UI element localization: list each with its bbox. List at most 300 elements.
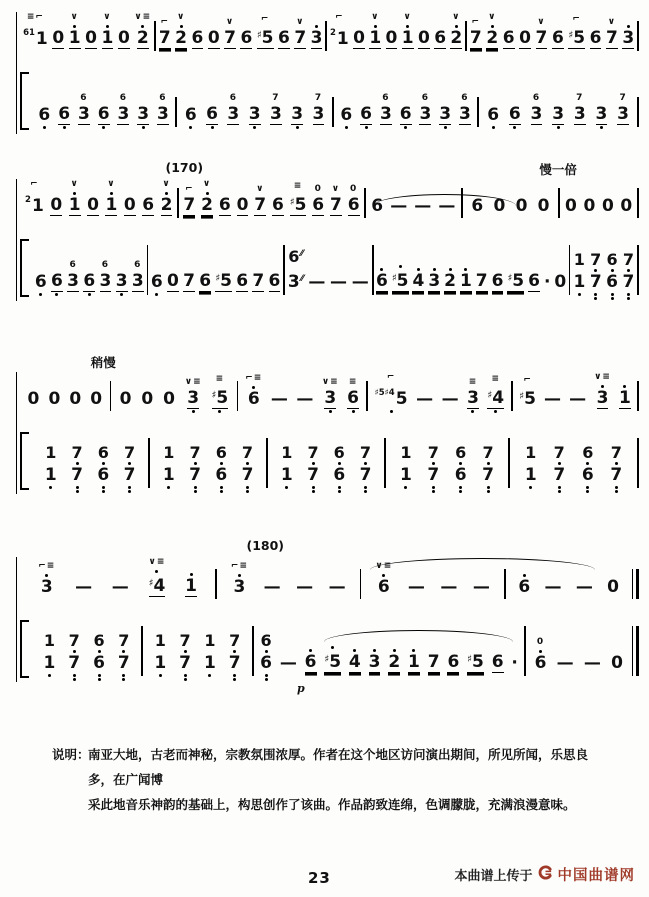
- octave-dots-below: [404, 485, 407, 494]
- note-digit: 0: [123, 195, 136, 215]
- staff-bracket: [20, 620, 29, 678]
- note-digit: 3: [269, 104, 282, 124]
- measure: [20, 12, 154, 58]
- note-digit: 3: [459, 104, 471, 124]
- note-digit: 2: [444, 271, 456, 291]
- octave-dot: [155, 293, 158, 296]
- note-digit: 6: [534, 653, 547, 673]
- note: [227, 633, 242, 682]
- note: [67, 633, 82, 682]
- measure: [513, 372, 638, 418]
- bowing-ornament-marks: ⌐: [160, 17, 170, 27]
- grace-notes: 2: [25, 195, 31, 205]
- note-digit: 7: [589, 272, 602, 292]
- note-digit: 3: [117, 104, 130, 124]
- page-footer: [0, 867, 649, 889]
- note: [527, 272, 542, 301]
- octave-dots-below: [471, 409, 474, 418]
- note-digit: 1: [203, 653, 216, 673]
- note-digit: 3: [439, 104, 452, 124]
- note: [534, 17, 549, 58]
- octave-dots-below: [120, 292, 123, 301]
- note: [290, 105, 305, 134]
- note-digit: 0: [519, 28, 531, 48]
- note: [84, 29, 99, 58]
- tempo-label: 稍慢: [90, 355, 116, 370]
- note-digit: 6: [447, 652, 460, 672]
- bowing-ornament-marks: ⌐: [523, 375, 532, 385]
- note-digit: 7: [427, 465, 440, 485]
- chord-upper-digit: 6: [606, 250, 618, 269]
- octave-dots-below: [233, 673, 236, 682]
- note: [346, 184, 361, 225]
- note: [510, 654, 519, 682]
- note-digit: 1: [401, 28, 414, 48]
- note-digit: 3: [77, 104, 90, 124]
- octave-dots-below: [432, 485, 435, 494]
- octave-dots-below: [578, 292, 581, 301]
- dynamic-mark: p: [297, 682, 305, 695]
- note: [311, 184, 326, 225]
- note-digit: 6: [377, 577, 390, 597]
- note: [278, 654, 298, 682]
- note-digit: 4: [412, 271, 425, 291]
- octave-dot: [594, 297, 597, 300]
- chord-upper-digit: 7: [307, 443, 319, 462]
- note: [50, 272, 65, 301]
- note: [543, 390, 563, 418]
- octave-dots-below: [49, 485, 52, 494]
- note: [506, 269, 526, 301]
- note: [574, 578, 594, 606]
- note-digit: —: [472, 577, 490, 597]
- note: [279, 445, 294, 494]
- note-digit: —: [416, 389, 434, 409]
- bowing-ornament-marks: ∨: [371, 12, 380, 22]
- tempo-label: 慢一倍: [539, 162, 577, 177]
- note: [518, 375, 538, 418]
- chord-upper-digit: 1: [43, 631, 55, 650]
- note-digit: 0: [583, 196, 596, 216]
- octave-dots-below: [128, 485, 131, 494]
- barline: [637, 188, 639, 218]
- octave-dot: [494, 410, 497, 413]
- note-digit: 6: [375, 271, 388, 291]
- footnote-label: 说明：: [52, 747, 90, 762]
- note-digit: 6: [371, 196, 384, 216]
- octave-dots-below: [459, 485, 462, 494]
- bowing-ornament-marks: ⌐: [572, 14, 581, 24]
- note: [251, 272, 266, 301]
- bowing-ornament-marks: 7: [619, 93, 627, 103]
- bowing-ornament-marks: 6: [382, 93, 390, 103]
- octave-dots-below: [102, 485, 105, 494]
- note: [474, 272, 489, 301]
- chord-upper-digit: 1: [204, 631, 216, 650]
- octave-dots-below: [102, 125, 105, 134]
- note: [621, 24, 636, 58]
- note: [350, 273, 370, 301]
- chord-upper-digit: 6: [455, 443, 467, 462]
- sharp-sign: ♯: [256, 30, 262, 41]
- bowing-ornament-marks: ∨: [607, 17, 617, 27]
- note-digit: ♯4: [487, 388, 505, 408]
- grace-notes: 2: [329, 28, 336, 38]
- bowing-ornament-marks: ∨: [296, 17, 305, 27]
- bowing-ornament-marks: 6: [119, 93, 128, 103]
- octave-dot: [557, 126, 560, 129]
- melody-staff: [20, 372, 639, 418]
- measure: [156, 12, 326, 58]
- note: [347, 648, 362, 682]
- note: [406, 578, 426, 606]
- measure: [217, 561, 360, 606]
- measure: [20, 390, 110, 418]
- octave-dot: [189, 126, 192, 129]
- note-digit: 6: [260, 653, 272, 673]
- note-digit: 7: [535, 28, 548, 48]
- melody-staff: [20, 179, 639, 225]
- note: [572, 252, 587, 301]
- bowing-ornament-marks: ⌐: [30, 179, 39, 189]
- accompaniment-staff: [20, 239, 639, 301]
- note: [492, 197, 507, 225]
- note-digit: 1: [68, 28, 81, 48]
- note-digit: 0: [607, 577, 619, 597]
- note: [136, 105, 151, 134]
- octave-dot: [184, 674, 187, 677]
- octave-dots-below: [611, 292, 614, 301]
- note-digit: 0: [515, 196, 528, 216]
- octave-dots-below: [192, 409, 195, 418]
- note: [157, 17, 172, 58]
- octave-dots-below: [352, 409, 355, 418]
- octave-dot: [159, 674, 162, 677]
- note-digit: 3: [368, 652, 381, 672]
- note-digit: 3: [622, 28, 635, 48]
- octave-dots-below: [444, 125, 447, 134]
- note: [200, 179, 215, 225]
- octave-dots-below: [345, 125, 348, 134]
- note: [568, 390, 588, 418]
- note: [564, 197, 579, 225]
- note-digit: 7: [241, 465, 254, 485]
- octave-dot: [329, 410, 332, 413]
- note: [542, 273, 551, 301]
- bowing-ornament-marks: ≡: [491, 374, 501, 384]
- chord-upper-digit: 1: [45, 443, 57, 462]
- note: [367, 648, 382, 682]
- note: [323, 645, 343, 682]
- bowing-ornament-marks: 6: [134, 260, 142, 270]
- note-digit: 2: [201, 195, 213, 215]
- note-digit: —: [279, 653, 297, 673]
- note-digit: 0: [69, 389, 82, 409]
- note-digit: 1: [105, 195, 118, 215]
- note-digit: 1: [524, 465, 537, 485]
- sharp-sign: ♯: [324, 654, 330, 665]
- measure: [238, 373, 366, 418]
- note: [398, 105, 413, 134]
- sharp-sign: ♯: [289, 197, 295, 208]
- note-digit: —: [575, 577, 593, 597]
- note-digit: 1: [619, 388, 631, 408]
- note: [466, 377, 481, 418]
- measure: [285, 246, 372, 301]
- note-digit: 1: [43, 653, 56, 673]
- note-digit: 3: [379, 104, 392, 124]
- note: [190, 29, 205, 58]
- accompaniment-staff: [20, 620, 639, 695]
- octave-dot: [265, 678, 268, 681]
- note-digit: 0: [27, 389, 40, 409]
- bowing-ornament-marks: ∨≡: [594, 372, 611, 382]
- bowing-ornament-marks: ⌐≡: [38, 561, 56, 571]
- note-digit: 0: [385, 28, 398, 48]
- note: [206, 29, 221, 58]
- note: [439, 578, 459, 606]
- note-digit: 2: [450, 28, 463, 48]
- bowing-ornament-marks: 6: [159, 93, 167, 103]
- note: [183, 377, 203, 418]
- bowing-ornament-marks: ∨: [107, 179, 116, 189]
- measure: [570, 252, 637, 301]
- note: [413, 197, 433, 225]
- measure: [510, 445, 638, 494]
- measure: [386, 445, 508, 494]
- note-digit: ♯5: [289, 195, 307, 215]
- note-digit: 7: [123, 465, 136, 485]
- note-digit: 7: [475, 271, 488, 291]
- bowing-ornament-marks: ⌐≡: [230, 561, 249, 571]
- note-digit: 7: [330, 195, 342, 215]
- note-digit: —: [330, 272, 348, 292]
- note-digit: 0: [167, 271, 179, 291]
- note: [407, 648, 422, 682]
- octave-dot: [296, 126, 299, 129]
- octave-dots-below: [513, 125, 516, 134]
- chord-upper-digit: 6: [93, 631, 105, 650]
- note-digit: 1: [162, 465, 175, 485]
- bowing-ornament-marks: ∨: [103, 12, 112, 22]
- grace-notes: ♯5♯4: [374, 388, 395, 398]
- bowing-ornament-marks: ⌐: [335, 12, 344, 22]
- note-digit: ♯5: [507, 271, 525, 291]
- note: [43, 445, 58, 494]
- octave-dot: [594, 293, 597, 296]
- note: [182, 184, 197, 225]
- measure: [20, 179, 177, 225]
- note-digit: 6: [340, 105, 353, 125]
- note-digit: 3: [40, 577, 53, 597]
- tempo-label: (170): [165, 160, 204, 175]
- note: [346, 377, 361, 418]
- note-digit: 6: [508, 104, 521, 124]
- octave-dot: [102, 490, 105, 493]
- chord-upper-digit: 7: [427, 443, 439, 462]
- note-digit: ·: [511, 653, 518, 673]
- note-digit: 6: [491, 271, 504, 291]
- octave-dot: [331, 646, 334, 649]
- octave-dots-below: [43, 125, 46, 134]
- octave-dot: [615, 490, 618, 493]
- note-digit: —: [308, 272, 326, 292]
- chord-upper-digit: 7: [482, 443, 494, 462]
- note-digit: ♯5: [519, 389, 536, 409]
- note: [140, 390, 155, 418]
- chord-upper-digit: 1: [163, 443, 175, 462]
- octave-dots-below: [285, 485, 288, 494]
- note-digit: 0: [85, 28, 97, 48]
- note: [174, 12, 189, 58]
- note-digit: 6: [471, 196, 484, 216]
- octave-dots-below: [155, 292, 158, 301]
- note: [416, 29, 431, 58]
- octave-dots-below: [390, 409, 393, 418]
- note: [507, 105, 522, 134]
- octave-dot: [142, 126, 145, 129]
- note-digit: 6: [97, 104, 110, 124]
- note: [162, 390, 177, 418]
- note: [96, 445, 111, 494]
- bowing-ornament-marks: ⌐≡: [245, 373, 263, 383]
- note-digit: 0: [565, 196, 577, 216]
- label-strip: [16, 160, 639, 179]
- page-number: 23: [308, 869, 331, 887]
- note: [605, 252, 620, 301]
- note: [269, 390, 289, 418]
- note-digit: ♯5: [467, 652, 484, 672]
- note: [184, 572, 199, 606]
- bowing-ornament-marks: ≡: [215, 374, 225, 384]
- note-digit: 7: [71, 465, 83, 485]
- octave-dot: [578, 293, 581, 296]
- note-digit: ♯4: [148, 576, 166, 596]
- note-digit: 3: [596, 388, 609, 408]
- chord-upper-digit: 7: [179, 631, 191, 650]
- note: [198, 272, 213, 301]
- octave-dots-below: [39, 292, 42, 301]
- note: [67, 12, 82, 58]
- note: [443, 267, 458, 301]
- bowing-ornament-marks: ∨: [202, 179, 212, 189]
- site-logo-icon: [538, 865, 553, 884]
- octave-dot: [404, 126, 407, 129]
- bowing-ornament-marks: ∨: [70, 179, 79, 189]
- note-digit: 2: [388, 652, 401, 672]
- note-digit: 0: [537, 196, 550, 216]
- octave-dot: [558, 490, 561, 493]
- octave-dot: [399, 265, 402, 268]
- octave-dot: [492, 126, 495, 129]
- note-digit: 3: [131, 271, 144, 291]
- note-digit: —: [111, 577, 129, 597]
- measure: [177, 93, 332, 134]
- note-digit: 6: [93, 653, 105, 673]
- note-digit: ·: [543, 272, 551, 292]
- note-digit: 7: [224, 28, 236, 48]
- note-digit: 1: [280, 465, 293, 485]
- bowing-ornament-marks: ∨≡: [148, 557, 166, 567]
- chord-upper-digit: 6⁄⁄: [288, 247, 304, 266]
- note-digit: 0: [353, 28, 365, 48]
- note: [618, 384, 633, 418]
- note-digit: 6: [333, 465, 346, 485]
- note-digit: 7: [183, 195, 196, 215]
- bowing-ornament-marks: 7: [314, 93, 323, 103]
- bowing-ornament-marks: 6: [532, 93, 541, 103]
- note: [100, 12, 115, 58]
- note: [551, 105, 566, 134]
- octave-dot: [459, 490, 462, 493]
- note: [426, 653, 441, 682]
- note-digit: 0: [207, 28, 220, 48]
- note: [66, 260, 81, 301]
- note-digit: 6: [199, 271, 212, 291]
- note: [329, 273, 349, 301]
- note-digit: 2: [486, 28, 499, 48]
- measure: [366, 197, 461, 225]
- note: [24, 179, 46, 225]
- measure: [327, 12, 465, 58]
- measure: [560, 197, 638, 225]
- note: [550, 29, 565, 58]
- tempo-label: (180): [246, 538, 285, 553]
- note: [214, 445, 229, 494]
- note-digit: 0: [236, 195, 249, 215]
- note: [307, 273, 327, 301]
- measure: [506, 573, 632, 606]
- octave-dots-below: [253, 125, 256, 134]
- note: [82, 272, 97, 301]
- note: [332, 445, 347, 494]
- note-digit: 6: [97, 465, 110, 485]
- barline: [637, 245, 639, 295]
- note-digit: 6: [581, 465, 594, 485]
- note-digit: 1: [369, 28, 382, 48]
- note-digit: —: [296, 389, 314, 409]
- tremolo-marks: ⁄⁄: [300, 274, 304, 284]
- note-digit: 6: [268, 271, 281, 291]
- note: [389, 197, 409, 225]
- note-digit: 7: [610, 465, 623, 485]
- octave-dot: [122, 674, 125, 677]
- bowing-ornament-marks: 0: [536, 637, 545, 647]
- note: [368, 12, 383, 58]
- bowing-ornament-marks: 6: [461, 93, 469, 103]
- chord-upper-digit: 7: [241, 443, 254, 462]
- bowing-ornament-marks: 0: [350, 184, 358, 194]
- note-digit: 6: [399, 104, 412, 124]
- octave-dot: [345, 126, 348, 129]
- tie-arc: [324, 630, 513, 642]
- bowing-ornament-marks: 6: [421, 93, 430, 103]
- sharp-sign: ♯: [467, 654, 472, 665]
- measure: [374, 264, 569, 301]
- sharp-sign: ♯: [519, 391, 525, 402]
- note-digit: 2: [175, 28, 188, 48]
- note-digit: 6: [51, 271, 63, 291]
- note: [606, 578, 621, 606]
- measure: [334, 93, 477, 134]
- note: [240, 445, 255, 494]
- octave-dots-below: [296, 125, 299, 134]
- octave-dots-below: [208, 673, 211, 682]
- note: [309, 24, 324, 58]
- note: [529, 93, 544, 134]
- note-digit: 7: [307, 465, 319, 485]
- barline: [637, 438, 639, 488]
